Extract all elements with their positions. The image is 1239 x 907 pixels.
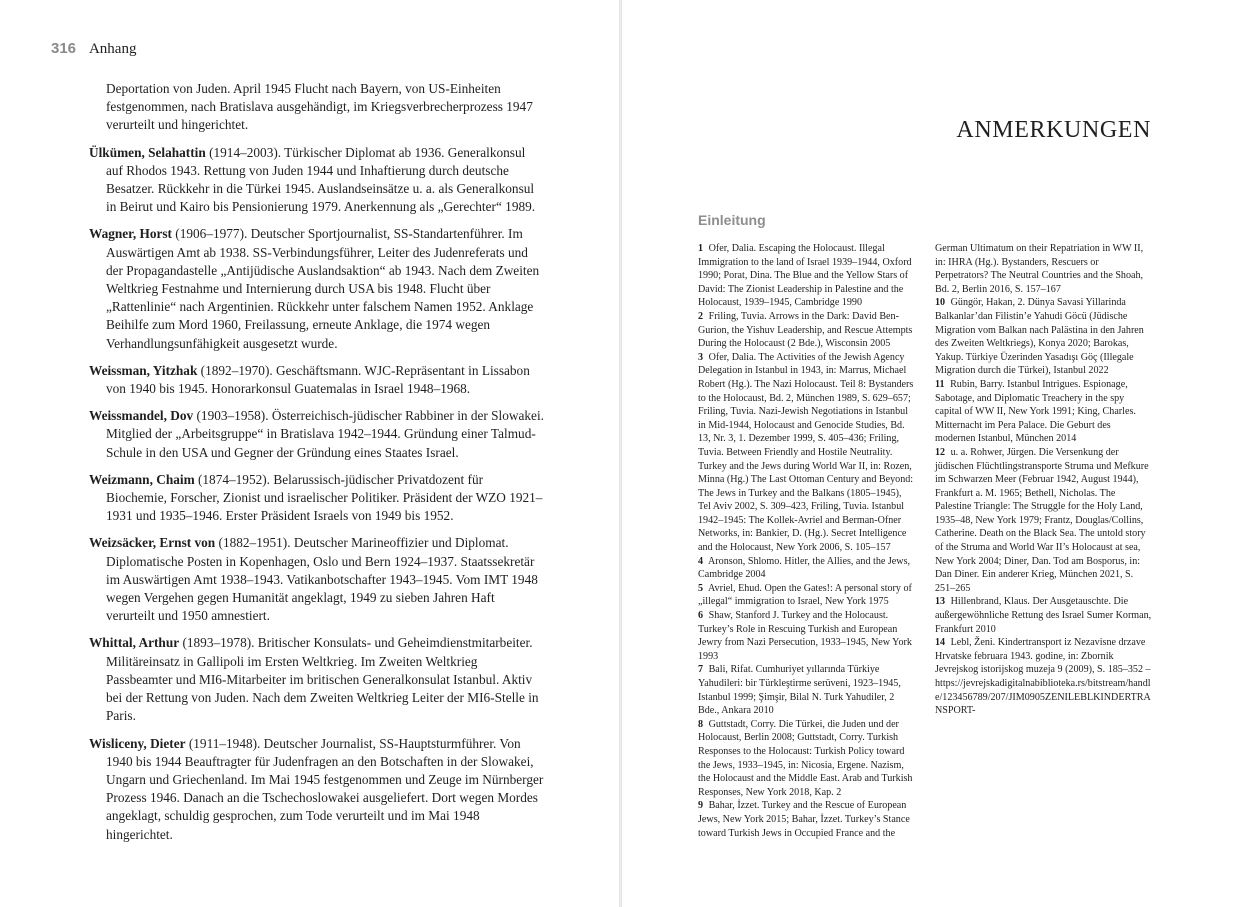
bio-entry	[89, 407, 545, 462]
bio-name: Wisliceny, Dieter	[89, 735, 186, 751]
note-item	[698, 242, 915, 310]
note-text: Ofer, Dalia. Escaping the Holocaust. Illegal Immigration to the land of Israel 1939–1944, Oxford 1990; Porat, Dina. The Blue and the Yellow Stars of David: The Zionist Leadership in Palestine and the Holocaust, 1939–1945, Cambridge 1990	[698, 243, 912, 309]
note-text: Lebl, Ženi. Kindertransport iz Nezavisne drzave Hrvatske februara 1943. godine, in: Zbornik Jevrejskog istorijskog muzeja 9 (2009), S. 185–352 – https://jevrejskadigitalnabiblioteka.rs/bitstream/handle/123456789/207/JIM0905ZENILEBLKINDERTRANSPORT-	[935, 637, 1151, 717]
bio-name: Weissmandel, Dov	[89, 408, 194, 424]
note-number: 4	[698, 555, 704, 567]
bio-text: (1892–1970). Geschäftsmann. WJC-Repräsentant in Lissabon von 1940 bis 1945. Honorarkonsul Guatemalas in Israel 1948–1968.	[106, 362, 530, 397]
running-head-title: Anhang	[88, 41, 137, 57]
left-page	[0, 0, 619, 907]
note-item	[935, 595, 1152, 636]
note-text: Bahar, İzzet. Turkey and the Rescue of European Jews, New York 2015; Bahar, İzzet. Turkey’s Stance toward Turkish Jews in Occupied France and the German Ultimatum on their Repatriation in WW II, in: IHRA (Hg.). Bystanders, Rescuers or Perpetrators? The Neutral Countries and the Shoah, Bd. 2, Berlin 2016, S. 157–167	[698, 243, 1144, 839]
note-text: u. a. Rohwer, Jürgen. Die Versenkung der jüdischen Flüchtlingstransporte Struma und Mefkure im Schwarzen Meer (Februar 1942, August 1944), Frankfurt a. M. 1965; Bethell, Nicholas. The Palestine Triangle: The Struggle for the Holy Land, 1935–48, New York 1979; Frantz, Douglas/Collins, Catherine. Death on the Black Sea. The untold story of the Struma and World War II’s Holocaust at sea, New York 2004; Diner, Dan. Tod am Bosporus, in: Dan Diner. Ein anderer Krieg, München 2021, S. 251–265	[935, 446, 1149, 594]
note-text: Ofer, Dalia. The Activities of the Jewish Agency Delegation in Istanbul in 1943, in: Marrus, Michael Robert (Hg.). The Nazi Holocaust. Teil 8: Bystanders to the Holocaust, Bd. 2, München 1989, S. 629–657; Friling, Tuvia. Nazi-Jewish Negotiations in Istanbul in Mid-1944, Holocaust and Genocide Studies, Bd. 13, Nr. 3, 1. Dezember 1999, S. 405–436; Friling, Tuvia. Between Friendly and Hostile Neutrality. Turkey and the Jews during World War II, in: Rozen, Minna (Hg.) The Last Ottoman Century and Beyond: The Jews in Turkey and the Balkans (1805–1945), Tel Aviv 2002, S. 309–423, Friling, Tuvia. Istanbul 1942–1945: The Kollek-Avriel and Berman-Ofner Networks, in: Bankier, D. (Hg.). Secret Intelligence and the Holocaust, New York 2006, S. 105–157	[698, 351, 914, 554]
note-number: 11	[935, 378, 945, 390]
page-number: 316	[51, 40, 77, 57]
biography-list	[89, 80, 545, 853]
bio-entry	[89, 362, 545, 398]
note-item	[935, 296, 1152, 378]
note-item	[698, 718, 915, 800]
note-number: 8	[698, 718, 704, 730]
note-item	[935, 378, 1152, 446]
notes-list	[698, 242, 1152, 842]
note-item	[698, 555, 915, 582]
note-text: Güngör, Hakan, 2. Dünya Savasi Yillarinda Balkanlar’dan Filistin’e Yahudi Göcü (Jüdische Migration vom Balkan nach Palästina in den Jahren des Zweiten Weltkriegs), Konya 2020; Barokas, Yakup. Türkiye Üzerinden Yasadışı Göç (Illegale Migration durch die Türkei), Istanbul 2022	[935, 297, 1144, 377]
note-item	[698, 609, 915, 663]
bio-entry	[89, 225, 545, 352]
bio-text: (1906–1977). Deutscher Sportjournalist, SS-Standartenführer. Im Auswärtigen Amt ab 1938. SS-Verbindungsführer, Leiter des Judenreferats und der Propagandastelle „Antijüdische Auslandsaktion“ ab 1943. Nach dem Zweiten Weltkrieg Festnahme und Internierung durch USA bis 1948. Flucht über „Rattenlinie“ nach Argentinien. Rückkehr unter falschem Namen 1952. Anklage Beihilfe zum Mord 1960, Freilassung, erneute Anklage, die 1974 wegen Verhandlungsunfähigkeit ausgesetzt wurde.	[106, 226, 540, 351]
running-head	[51, 40, 136, 58]
bio-name: Weizmann, Chaim	[89, 471, 195, 487]
note-item	[698, 351, 915, 555]
note-text: Friling, Tuvia. Arrows in the Dark: David Ben-Gurion, the Yishuv Leadership, and Rescue Attempts During the Holocaust (2 Bde.), Wisconsin 2005	[698, 310, 913, 350]
note-text: Guttstadt, Corry. Die Türkei, die Juden und der Holocaust, Berlin 2008; Guttstadt, Corry. Turkish Responses to the Holocaust: Turkish Policy toward the Jews, 1933–1945, in: Nicosia, Ergene. Nazism, the Holocaust and the Middle East. Arab and Turkish Responses, New York 2018, Kap. 2	[698, 718, 913, 798]
bio-name: Weissman, Yitzhak	[89, 362, 198, 378]
note-number: 13	[935, 596, 946, 608]
bio-entry	[89, 144, 545, 217]
bio-text: (1914–2003). Türkischer Diplomat ab 1936. Generalkonsul auf Rhodos 1943. Rettung von Juden 1944 und Inhaftierung durch deutsche Besatzer. Rückkehr in die Türkei 1945. Auslandseinsätze u. a. als Generalkonsul in Beirut und Kairo bis Pensionierung 1979. Anerkennung als „Gerechter“ 1989.	[106, 144, 536, 215]
bio-entry	[89, 634, 545, 725]
bio-name: Weizsäcker, Ernst von	[89, 535, 216, 551]
bio-text: (1882–1951). Deutscher Marineoffizier und Diplomat. Diplomatische Posten in Kopenhagen, Oslo und Bern 1924–1937. Staatssekretär im Auswärtigen Amt 1938–1943. Vatikanbotschafter 1943–1945. Vom IMT 1948 wegen Vergehen gegen Humanität angeklagt, 1949 zu sieben Jahren Haft verurteilt und 1950 amnestiert.	[106, 535, 538, 624]
note-item	[698, 663, 915, 717]
note-text: Shaw, Stanford J. Turkey and the Holocaust. Turkey’s Role in Rescuing Turkish and European Jewry from Nazi Persecution, 1933–1945, New York 1993	[698, 610, 912, 662]
chapter-title: ANMERKUNGEN	[956, 117, 1151, 143]
right-page	[622, 0, 1239, 907]
note-text: Avriel, Ehud. Open the Gates!: A personal story of „illegal“ immigration to Israel, New York 1975	[698, 582, 912, 608]
note-item	[698, 310, 915, 351]
bio-text: (1893–1978). Britischer Konsulats- und Geheimdienstmitarbeiter. Militäreinsatz in Gallipoli im Ersten Weltkrieg. Im Zweiten Weltkrieg Passbeamter und MI6-Mitarbeiter im britischen Generalkonsulat Istanbul. Aktiv bei der Rettung von Juden. Nach dem Zweiten Weltkrieg Leiter der MI6-Stelle in Paris.	[106, 635, 539, 724]
note-text: Aronson, Shlomo. Hitler, the Allies, and the Jews, Cambridge 2004	[698, 555, 911, 581]
bio-text: (1874–1952). Belarussisch-jüdischer Privatdozent für Biochemie, Forscher, Zionist und israelischer Politiker. Präsident der WZO 1921–1931 und 1935–1946. Erster Präsident Israels von 1949 bis 1952.	[106, 471, 543, 524]
note-number: 14	[935, 637, 946, 649]
note-number: 7	[698, 664, 704, 676]
note-number: 1	[698, 243, 704, 254]
bio-text: (1911–1948). Deutscher Journalist, SS-Hauptsturmführer. Von 1940 bis 1944 Beauftragter für Judenfragen an den Botschaften in der Slowakei, Ungarn und Griechenland. Im Mai 1945 festgenommen und Zeuge im Nürnberger Prozess 1946. Danach an die Tschechoslowakei ausgeliefert. Dort wegen Mordes angeklagt, schuldig gesprochen, zum Tode verurteilt und im Mai 1948 hingerichtet.	[106, 735, 544, 842]
bio-name: Whittal, Arthur	[89, 635, 180, 651]
bio-entry	[89, 534, 545, 625]
bio-name: Wagner, Horst	[89, 226, 172, 242]
bio-text: (1903–1958). Österreichisch-jüdischer Rabbiner in der Slowakei. Mitglied der „Arbeitsgruppe“ in Bratislava 1942–1944. Gründung einer Talmud-Schule in den USA und Gegner der Gründung eines Staates Israel.	[106, 408, 544, 460]
bio-name: Ülkümen, Selahattin	[89, 144, 206, 160]
note-number: 9	[698, 800, 704, 812]
section-title: Einleitung	[698, 212, 766, 228]
note-number: 3	[698, 351, 704, 363]
bio-entry	[89, 471, 545, 526]
bio-continuation: Deportation von Juden. April 1945 Flucht nach Bayern, von US-Einheiten festgenommen, nach Bratislava ausgehändigt, im Kriegsverbrecherprozess 1947 verurteilt und hingerichtet.	[106, 81, 533, 133]
note-number: 5	[698, 582, 704, 594]
note-number: 10	[935, 297, 946, 309]
note-text: Rubin, Barry. Istanbul Intrigues. Espionage, Sabotage, and Diplomatic Treachery in the spy capital of WW II, New York 1991; King, Charles. Mitternacht im Pera Palace. Die Geburt des modernen Istanbul, München 2014	[935, 378, 1136, 445]
note-number: 12	[935, 446, 946, 458]
note-item	[935, 446, 1152, 596]
bio-entry	[89, 735, 545, 844]
note-item	[935, 636, 1152, 718]
note-item	[698, 582, 915, 609]
note-text: Bali, Rifat. Cumhuriyet yıllarında Türkiye Yahudileri: bir Türkleştirme serüveni, 1923–1945, Istanbul 1999; Şimşir, Bilal N. Turk Yahudiler, 2 Bde., Ankara 2010	[698, 664, 901, 717]
note-text: Hillenbrand, Klaus. Der Ausgetauschte. Die außergewöhnliche Rettung des Israel Sumer Korman, Frankfurt 2010	[935, 596, 1152, 635]
note-number: 6	[698, 610, 704, 622]
note-number: 2	[698, 310, 704, 322]
